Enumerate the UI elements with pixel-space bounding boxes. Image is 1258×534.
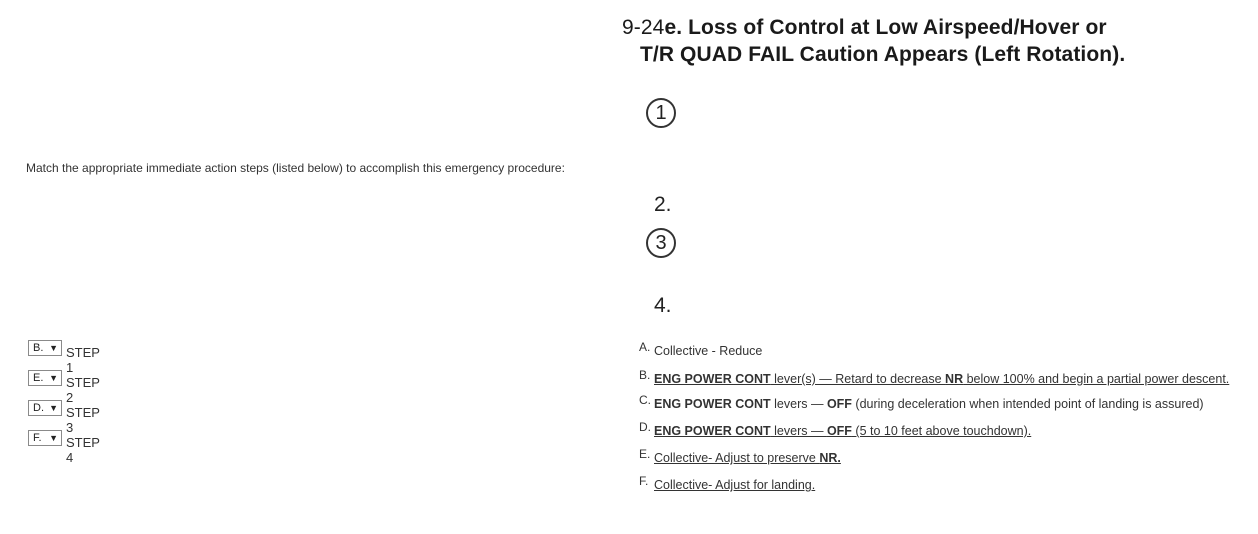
procedure-figure — [600, 0, 1258, 330]
step-4-label: STEP 4 — [66, 435, 100, 465]
answer-option-c — [639, 393, 1239, 412]
answer-letter: C. — [639, 393, 651, 407]
step-3-select[interactable] — [28, 400, 62, 416]
figure-title-line2: T/R QUAD FAIL Caution Appears (Left Rotation). — [640, 43, 1126, 66]
answer-option-f — [639, 474, 1239, 493]
figure-title-line1: e. Loss of Control at Low Airspeed/Hover or — [664, 16, 1107, 39]
step-2-select[interactable] — [28, 370, 62, 386]
answer-option-a — [639, 340, 1239, 359]
answer-letter: B. — [639, 368, 651, 382]
dropdown-arrow-icon: ▼ — [49, 403, 58, 413]
answer-option-e — [639, 447, 1239, 466]
answer-text: Collective - Reduce — [654, 344, 763, 358]
step-marker-3-circled: 3 — [646, 228, 676, 258]
step-marker-4: 4. — [654, 294, 672, 317]
step-1-select[interactable] — [28, 340, 62, 356]
step-3-selected-value: D. — [33, 402, 44, 414]
step-3-label: STEP 3 — [66, 405, 100, 435]
answer-option-b — [639, 368, 1239, 387]
step-2-selected-value: E. — [33, 372, 44, 384]
step-1-selected-value: B. — [33, 342, 44, 354]
answer-letter: D. — [639, 420, 651, 434]
step-4-select[interactable] — [28, 430, 62, 446]
answer-option-d — [639, 420, 1239, 439]
step-marker-2: 2. — [654, 193, 672, 216]
step-4-selected-value: F. — [33, 432, 42, 444]
answer-letter: F. — [639, 474, 649, 488]
step-marker-1-circled: 1 — [646, 98, 676, 128]
figure-title-number: 9-24 — [622, 16, 665, 39]
dropdown-arrow-icon: ▼ — [49, 433, 58, 443]
question-prompt: Match the appropriate immediate action steps (listed below) to accomplish this emergency procedure: — [26, 161, 565, 175]
answer-text: ENG POWER CONT levers — OFF (5 to 10 feet above touchdown). — [654, 424, 1032, 438]
dropdown-arrow-icon: ▼ — [49, 343, 58, 353]
dropdown-arrow-icon: ▼ — [49, 373, 58, 383]
answer-text: ENG POWER CONT lever(s) — Retard to decrease NR below 100% and begin a partial power descent. — [654, 372, 1230, 386]
answer-letter: A. — [639, 340, 651, 354]
answer-letter: E. — [639, 447, 651, 461]
answer-text: ENG POWER CONT levers — OFF (during deceleration when intended point of landing is assured) — [654, 397, 1204, 411]
answer-text: Collective- Adjust to preserve NR. — [654, 451, 841, 465]
answer-text: Collective- Adjust for landing. — [654, 478, 816, 492]
answer-options — [639, 340, 1239, 492]
step-1-label: STEP 1 — [66, 345, 100, 375]
step-2-label: STEP 2 — [66, 375, 100, 405]
figure-title — [622, 14, 1125, 68]
